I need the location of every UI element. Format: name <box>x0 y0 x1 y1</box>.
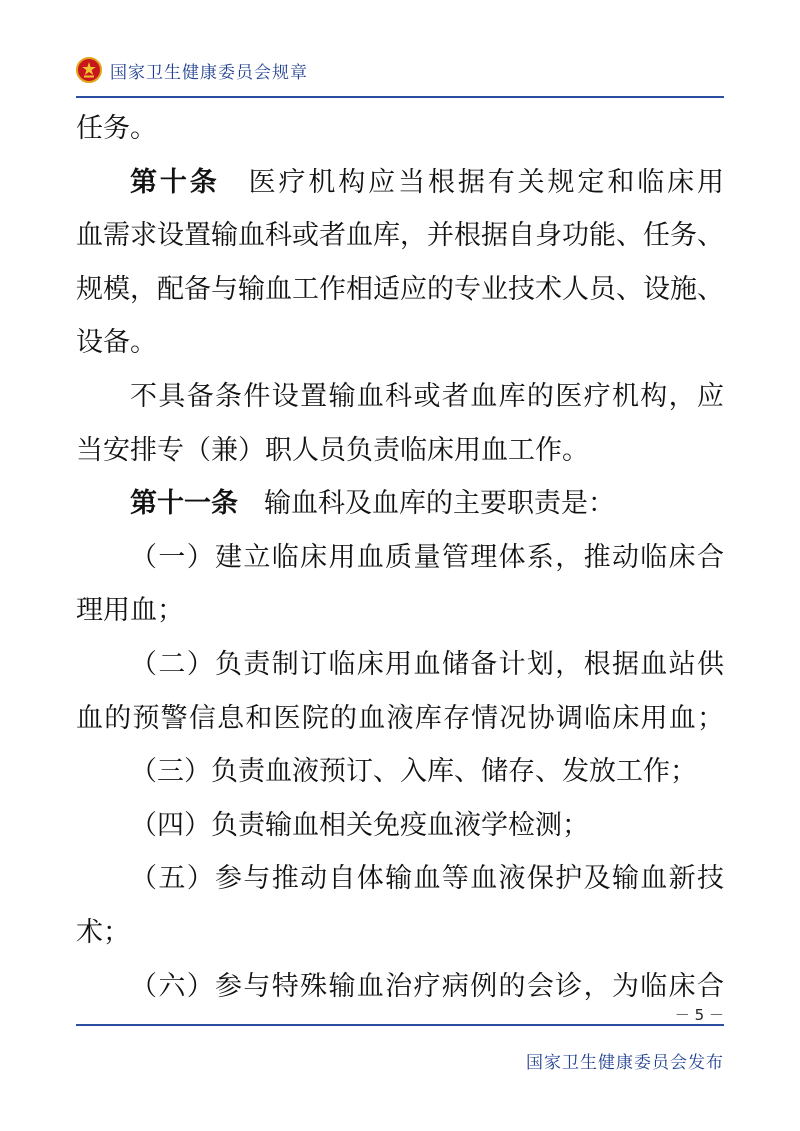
header-divider <box>76 96 724 98</box>
page-header <box>76 54 308 86</box>
text-line: 任务。 <box>76 113 157 144</box>
article-heading: 第十条 <box>130 166 220 198</box>
article-11-line <box>76 477 724 531</box>
list-item: （二）负责制订临床用血储备计划，根据血站供 <box>130 648 724 680</box>
national-emblem-icon <box>76 57 102 83</box>
text-line: 规模，配备与输血工作相适应的专业技术人员、设施、 <box>76 273 724 305</box>
document-body <box>76 102 724 1013</box>
text-line: 血的预警信息和医院的血液库存情况协调临床用血； <box>76 702 724 734</box>
article-10-line <box>76 156 724 210</box>
text-line: 不具备条件设置输血科或者血库的医疗机构，应 <box>130 380 724 412</box>
list-item: （五）参与推动自体输血等血液保护及输血新技 <box>130 863 724 895</box>
footer-divider <box>76 1024 724 1026</box>
list-item: （一）建立临床用血质量管理体系，推动临床合 <box>130 541 724 573</box>
text-line: 术； <box>76 916 130 948</box>
article-heading: 第十一条 <box>130 488 238 520</box>
header-title: 国家卫生健康委员会规章 <box>110 62 308 83</box>
footer-publisher: 国家卫生健康委员会发布 <box>526 1053 724 1073</box>
list-item: （六）参与特殊输血治疗病例的会诊，为临床合 <box>130 970 724 1002</box>
page-number: － 5 － <box>674 1006 724 1024</box>
text-line: 设备。 <box>76 327 157 359</box>
text-line: 理用血； <box>76 595 184 627</box>
list-item: （三）负责血液预订、入库、储存、发放工作； <box>130 756 697 788</box>
list-item: （四）负责输血相关免疫血液学检测； <box>130 809 589 841</box>
text-line: 输血科及血库的主要职责是： <box>264 488 615 520</box>
text-line: 医疗机构应当根据有关规定和临床用 <box>245 166 725 198</box>
text-line: 当安排专（兼）职人员负责临床用血工作。 <box>76 434 589 466</box>
text-line: 血需求设置输血科或者血库，并根据自身功能、任务、 <box>76 220 724 252</box>
